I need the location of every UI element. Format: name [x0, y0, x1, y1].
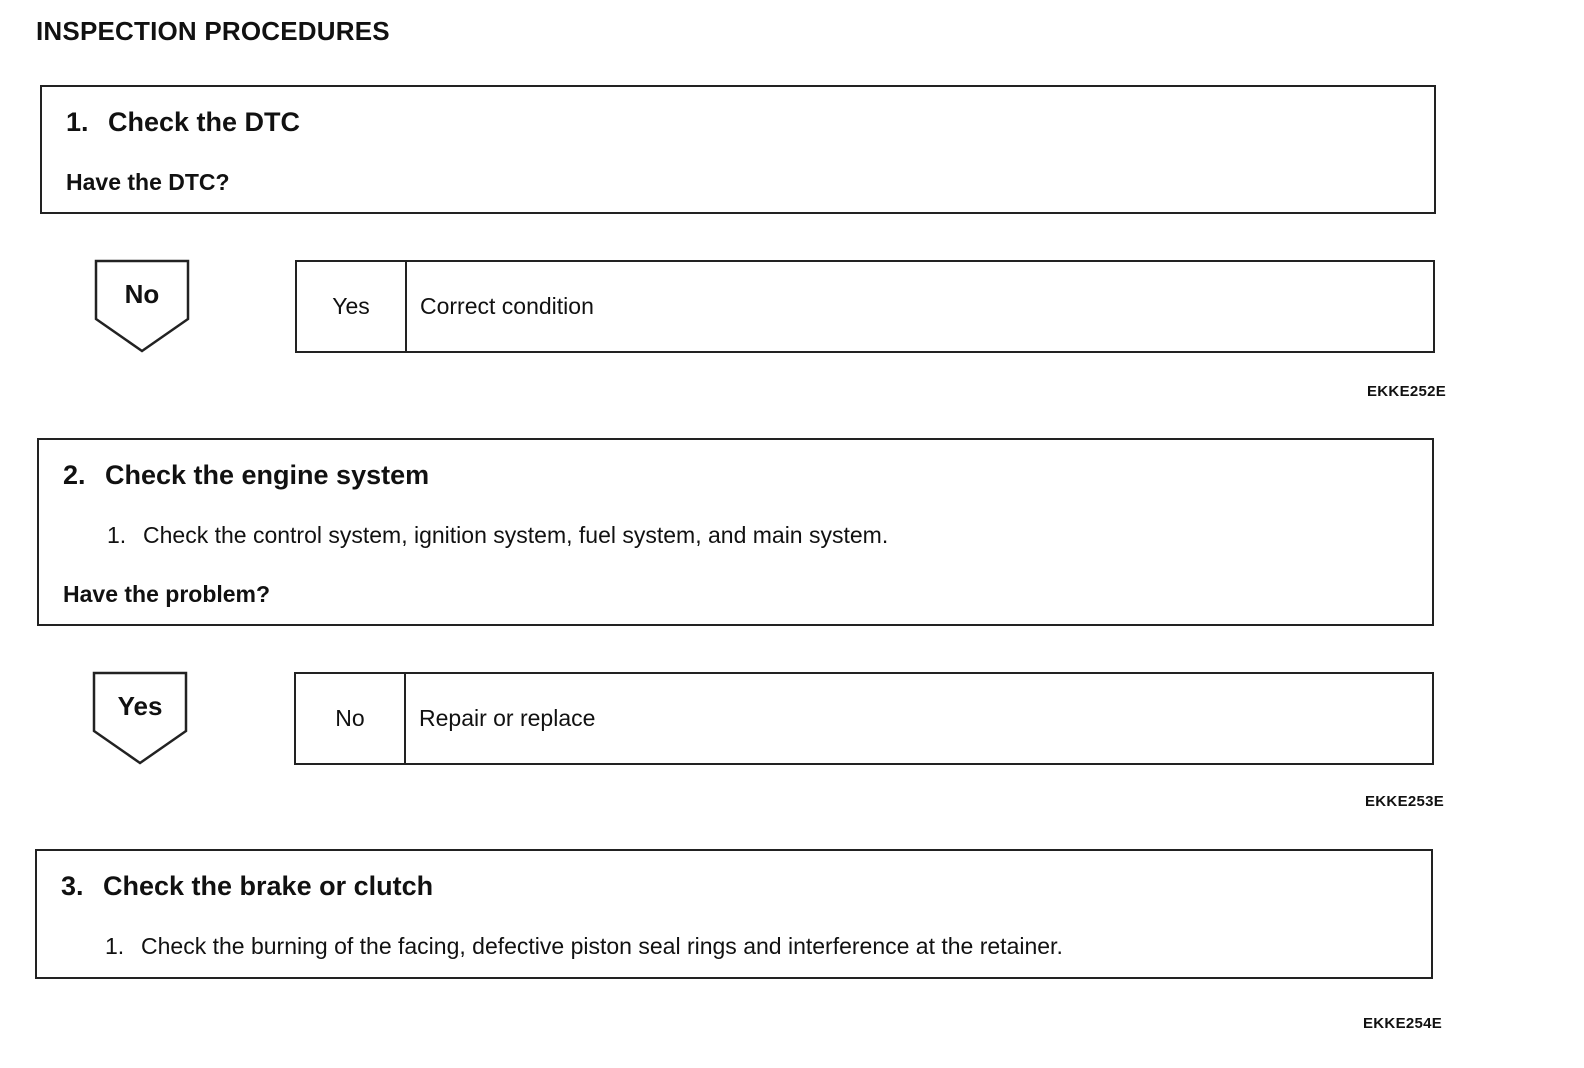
step-2-flow-answer: Yes — [117, 691, 163, 721]
step-3-number: 3. — [61, 871, 84, 901]
step-1-number: 1. — [66, 107, 89, 137]
step-3-box — [35, 849, 1433, 979]
step-3-substep-1 — [105, 933, 1063, 960]
step-2-title — [63, 460, 429, 491]
step-3-title — [61, 871, 433, 902]
step-1-figure-code: EKKE252E — [1367, 383, 1447, 400]
step-2-substep-1-number: 1. — [107, 522, 127, 548]
step-2-substep-1 — [107, 522, 888, 549]
step-1-result-action: Correct condition — [420, 293, 594, 319]
step-1-title — [66, 107, 300, 138]
step-1-result-answer: Yes — [297, 262, 407, 351]
step-1-title-text: Check the DTC — [108, 107, 301, 137]
step-2-question: Have the problem? — [63, 581, 271, 607]
step-2-substep-1-text: Check the control system, ignition system, fuel system, and main system. — [143, 522, 889, 548]
step-1-result-box — [295, 260, 1435, 353]
step-1-box — [40, 85, 1436, 214]
step-1-question: Have the DTC? — [66, 169, 230, 195]
step-2-flow-arrow — [92, 671, 188, 767]
page-title: INSPECTION PROCEDURES — [36, 16, 390, 46]
step-2-figure-code: EKKE253E — [1365, 793, 1445, 810]
step-2-box — [37, 438, 1434, 626]
step-3-figure-code: EKKE254E — [1363, 1015, 1443, 1032]
step-1-flow-answer: No — [124, 279, 160, 309]
step-1-flow-arrow — [94, 259, 190, 355]
step-2-result-action: Repair or replace — [419, 705, 596, 731]
step-3-substep-1-text: Check the burning of the facing, defective piston seal rings and interference at the retainer. — [141, 933, 1063, 959]
step-3-title-text: Check the brake or clutch — [103, 871, 434, 901]
step-2-result-box — [294, 672, 1434, 765]
step-2-number: 2. — [63, 460, 86, 490]
step-2-result-answer: No — [296, 674, 406, 763]
step-2-title-text: Check the engine system — [105, 460, 430, 490]
step-3-substep-1-number: 1. — [105, 933, 125, 959]
